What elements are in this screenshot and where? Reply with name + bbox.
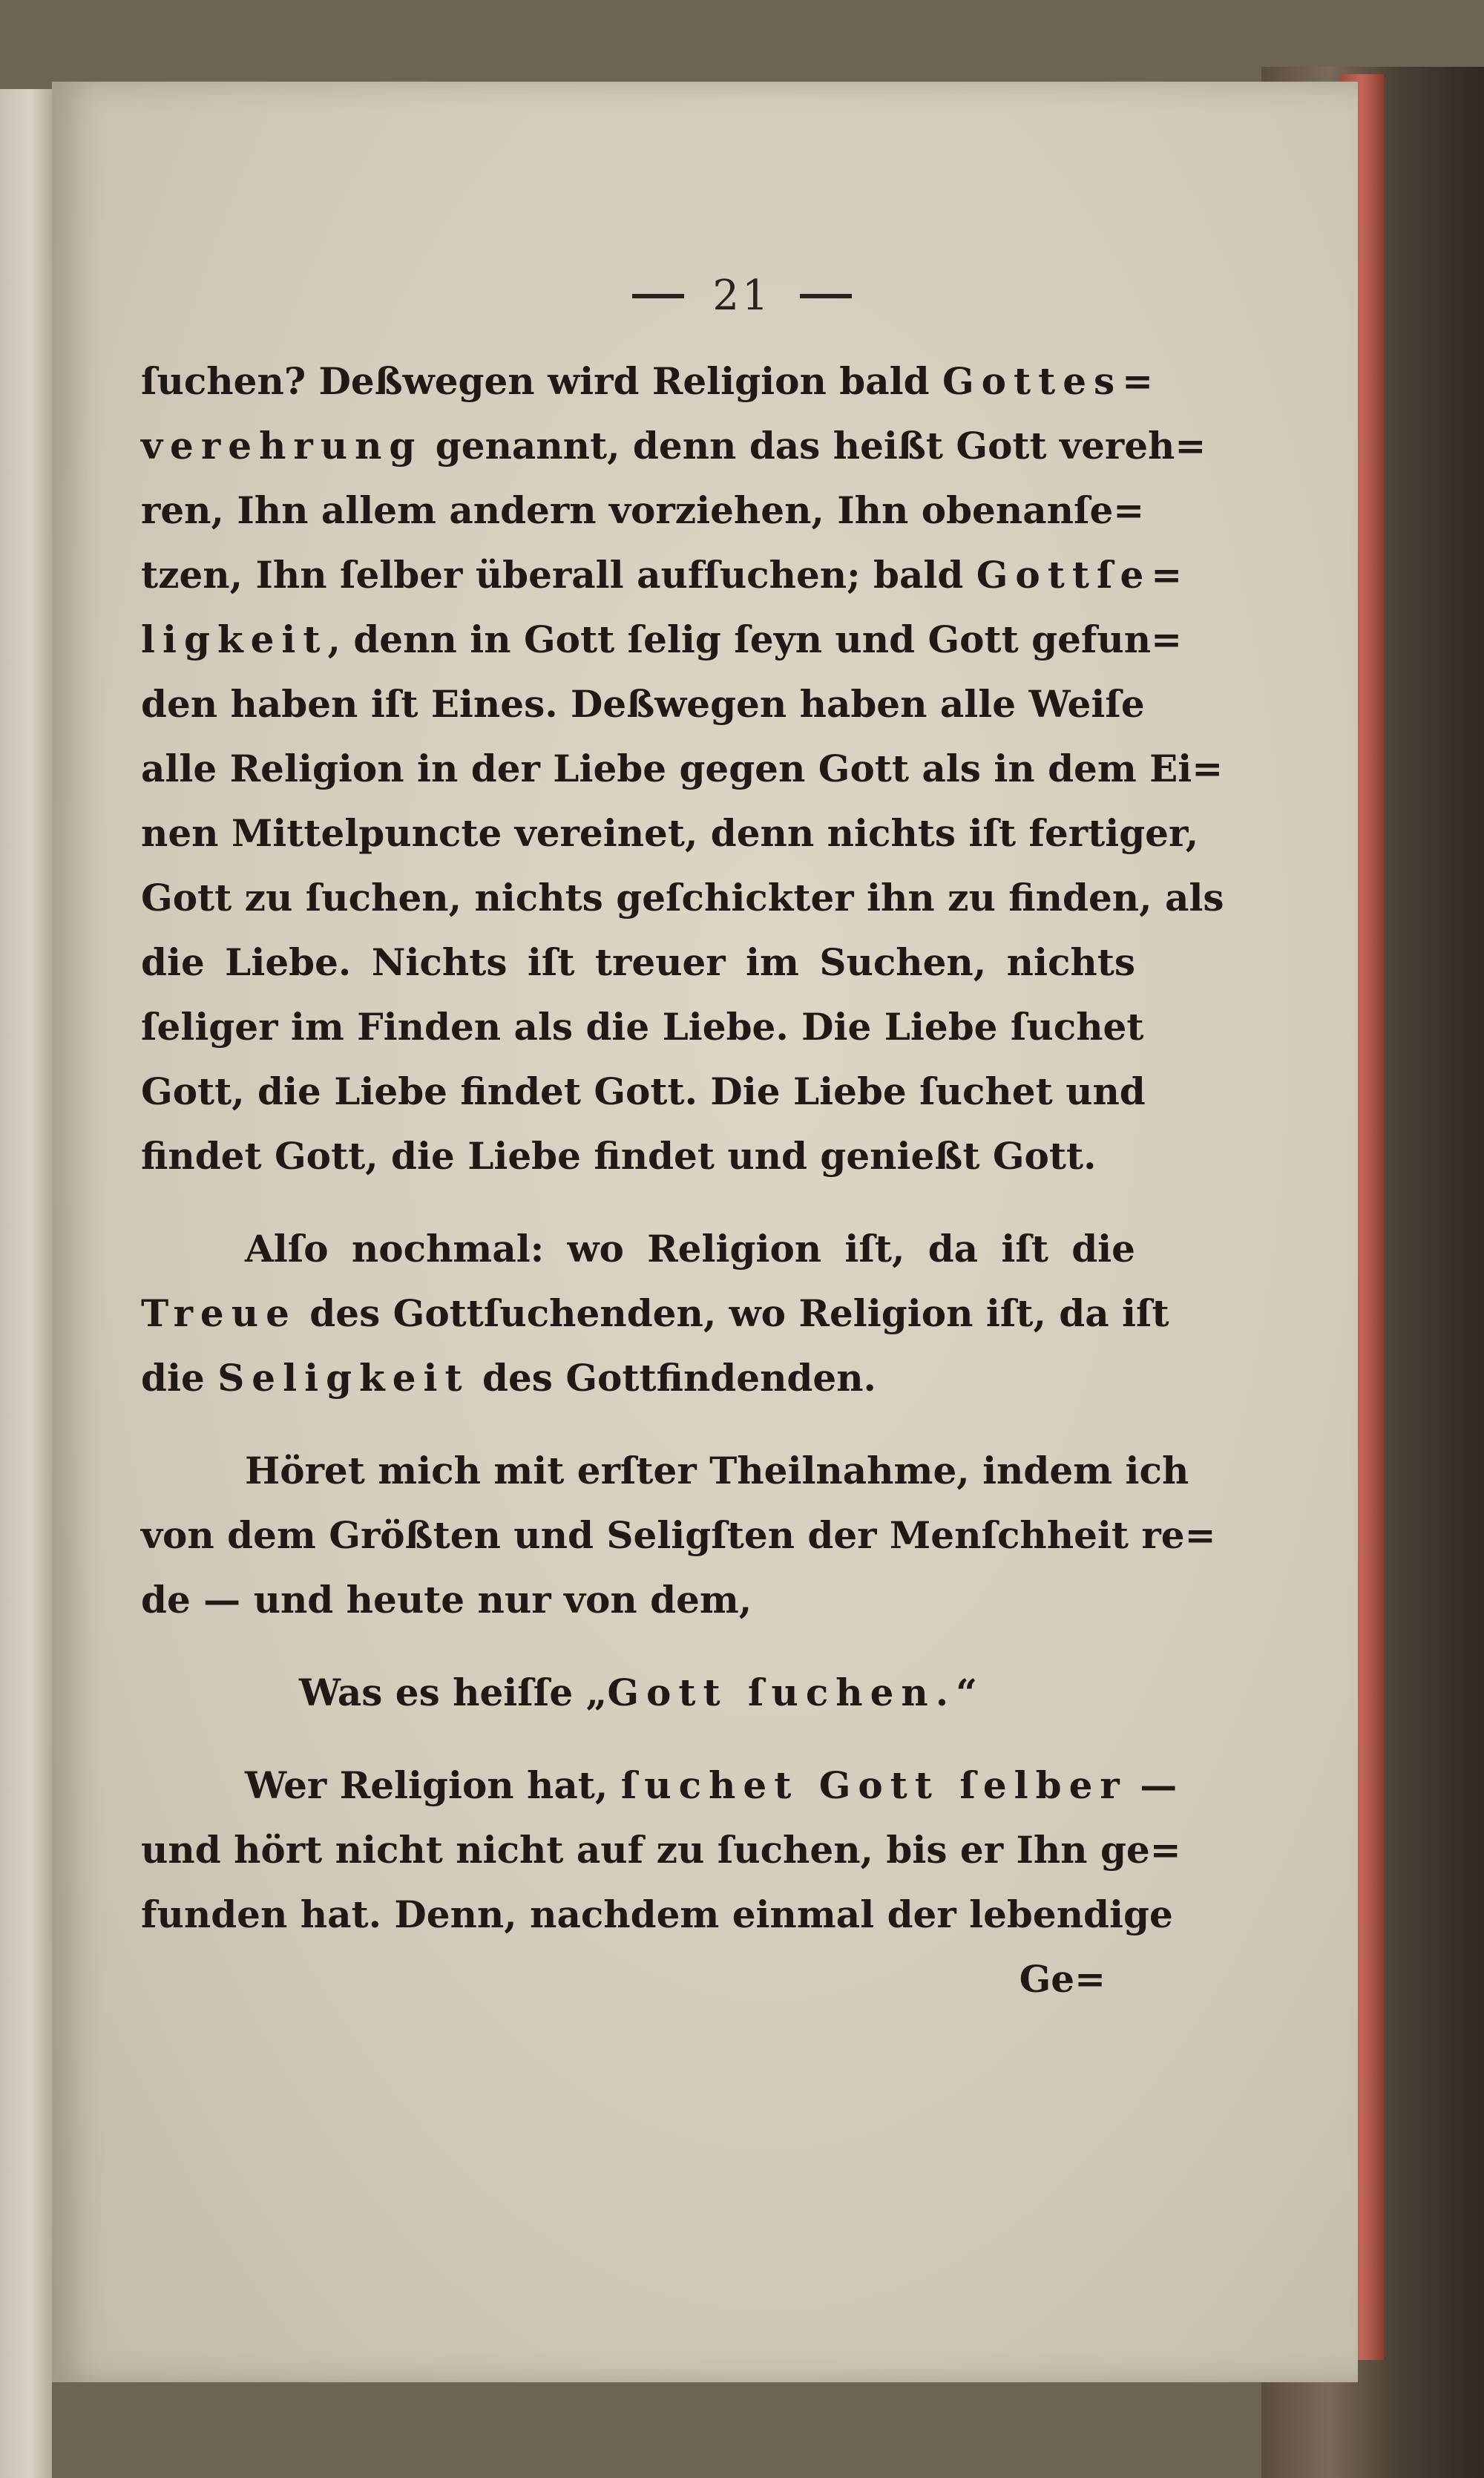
text-run: = [1151, 553, 1183, 597]
spaced-emphasis: verehrung [141, 424, 423, 468]
text-run: , denn in Gott ſelig ſeyn und Gott gefun= [327, 617, 1183, 661]
text-run: Was es heiſſe „ [299, 1671, 608, 1714]
text-line: nen Mittelpuncte vereinet, denn nichts iſt fertiger, [141, 811, 1199, 855]
paragraph-gap [141, 1725, 1135, 1753]
folio-dash-right [800, 294, 852, 298]
text-line [141, 1281, 1169, 1345]
folio-number: 21 [712, 272, 772, 320]
text-line [141, 413, 1206, 478]
section-heading [141, 1660, 1135, 1725]
catchword: Ge= [1019, 1957, 1106, 2001]
text-line [141, 543, 1183, 607]
text-line: und hört nicht nicht auf zu ſuchen, bis er Ihn ge= [141, 1828, 1181, 1872]
text-line [141, 1345, 1135, 1410]
text-line: alle Religion in der Liebe gegen Gott als in dem Ei= [141, 747, 1224, 790]
text-run: die [141, 1356, 218, 1400]
text-line: Gott zu ſuchen, nichts geſchickter ihn zu finden, als [141, 876, 1224, 920]
text-run: = [1122, 359, 1154, 403]
page-number [0, 269, 1484, 320]
text-line: ren, Ihn allem andern vorziehen, Ihn obenanſe= [141, 488, 1145, 532]
text-run: ſuchen? Deßwegen wird Religion bald [141, 359, 942, 403]
text-run: genannt, denn das heißt Gott vereh= [422, 424, 1206, 468]
spaced-emphasis: Treue [141, 1291, 297, 1335]
spaced-emphasis: Gottſe [976, 553, 1152, 597]
text-run: Wer Religion hat, [245, 1763, 621, 1807]
text-line: ſeliger im Finden als die Liebe. Die Liebe ſuchet [141, 1005, 1144, 1049]
text-line: Alſo nochmal: wo Religion iſt, da iſt die [245, 1227, 1135, 1271]
spaced-emphasis: Gottes [942, 359, 1123, 403]
text-line [141, 607, 1183, 672]
text-line: findet Gott, die Liebe findet und genießt Gott. [141, 1134, 1097, 1178]
spaced-emphasis: Gott ſuchen. [607, 1671, 956, 1714]
text-line [141, 349, 1154, 413]
facing-page-edge [0, 89, 52, 2478]
text-line: de — und heute nur von dem, [141, 1578, 752, 1622]
spaced-emphasis: ligkeit [141, 617, 328, 661]
text-run: des Gottfindenden. [469, 1356, 876, 1400]
text-run: des Gottſuchenden, wo Religion iſt, da iſt [296, 1291, 1169, 1335]
paragraph-gap [141, 1632, 1135, 1660]
text-line: von dem Größten und Seligſten der Menſchheit re= [141, 1513, 1216, 1557]
spaced-emphasis: Seligkeit [217, 1356, 470, 1400]
text-run: tzen, Ihn ſelber überall aufſuchen; bald [141, 553, 976, 597]
text-line: den haben iſt Eines. Deßwegen haben alle Weiſe [141, 682, 1145, 726]
folio-dash-left [632, 294, 684, 298]
text-line [141, 1753, 1178, 1817]
text-run: — [1126, 1763, 1178, 1807]
text-line: die Liebe. Nichts iſt treuer im Suchen, nichts [141, 940, 1135, 984]
spaced-emphasis: ſuchet Gott ſelber [620, 1763, 1127, 1807]
text-run: “ [956, 1671, 977, 1714]
text-line: Gott, die Liebe findet Gott. Die Liebe ſuchet und [141, 1069, 1146, 1113]
paragraph-gap [141, 1410, 1135, 1438]
body-text [141, 349, 1224, 2011]
text-line: Höret mich mit erſter Theilnahme, indem ich [245, 1449, 1189, 1492]
paragraph-gap [141, 1188, 1135, 1216]
text-line: funden hat. Denn, nachdem einmal der lebendige [141, 1892, 1173, 1936]
